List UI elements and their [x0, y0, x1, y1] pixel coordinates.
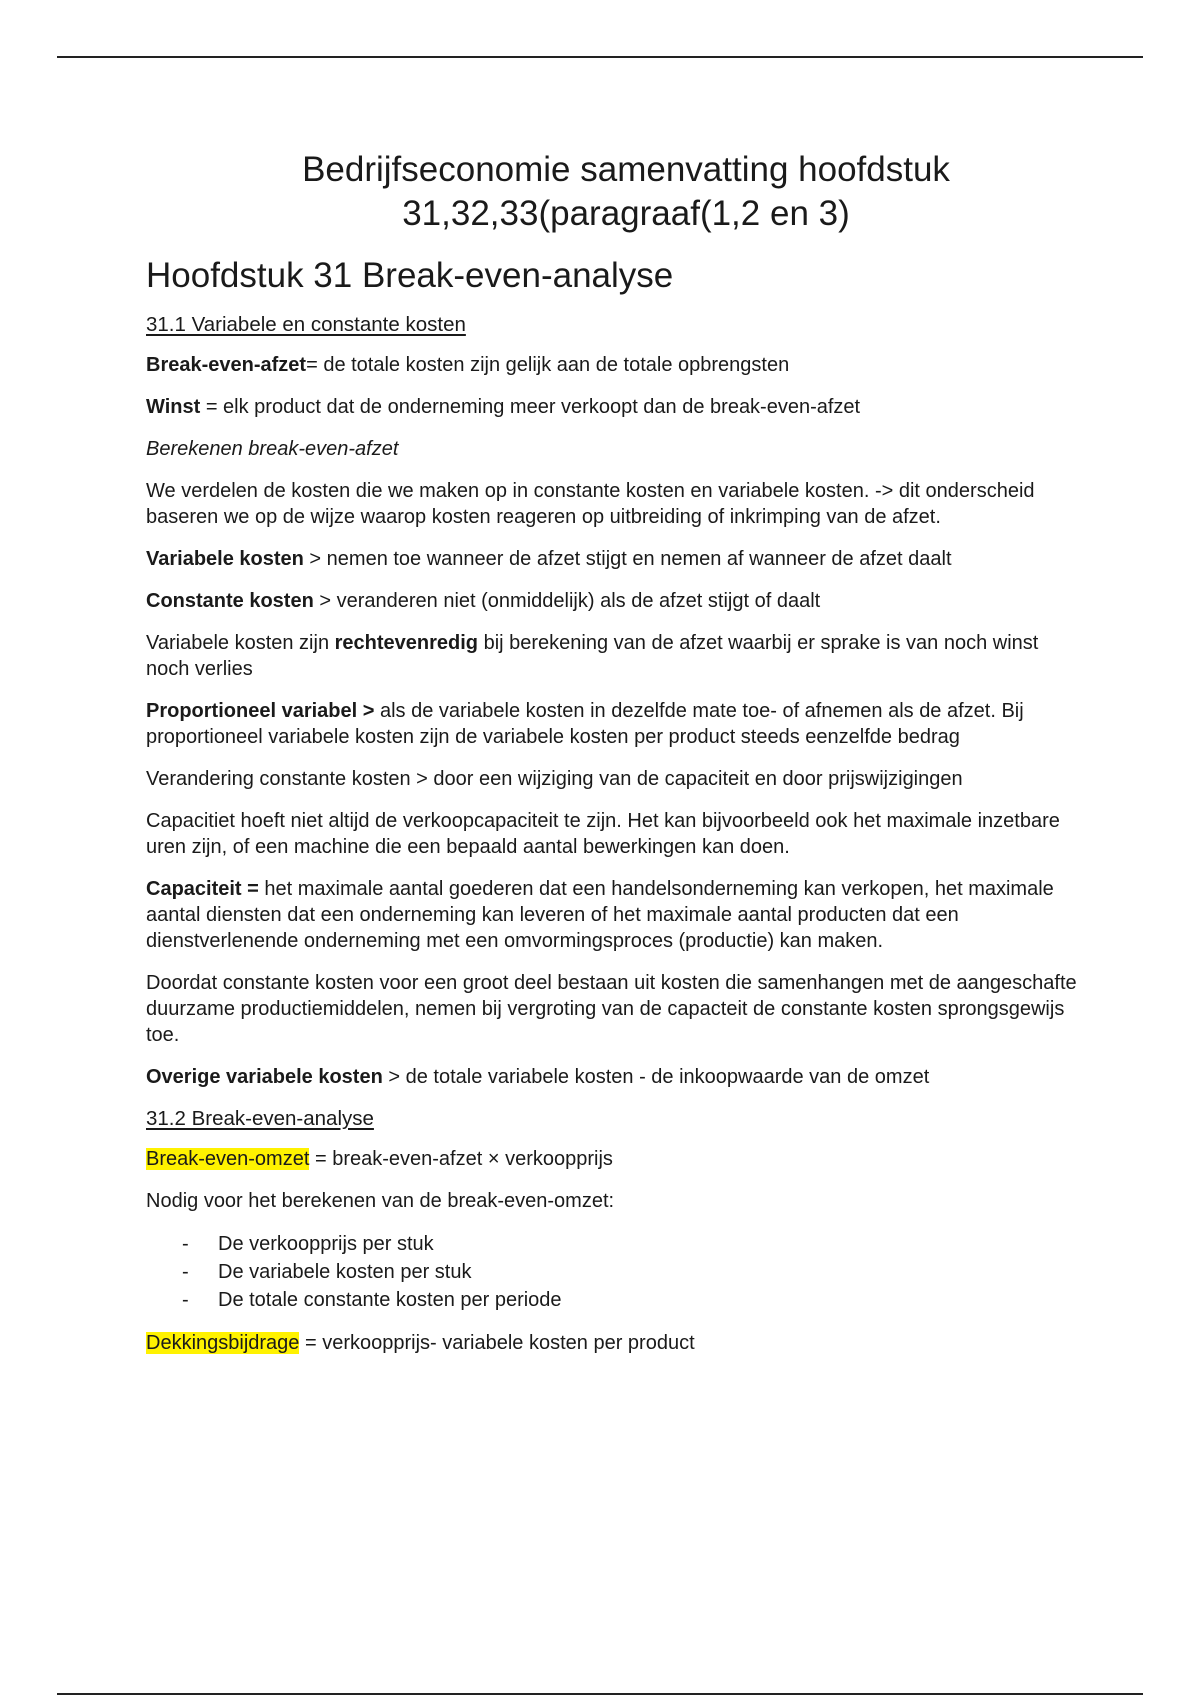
highlighted-term: Break-even-omzet [146, 1148, 310, 1170]
list-item: - De totale constante kosten per periode [146, 1286, 1086, 1314]
term: Constante kosten [146, 590, 314, 612]
highlighted-term: Dekkingsbijdrage [146, 1332, 300, 1354]
section-heading-31-2: 31.2 Break-even-analyse [146, 1107, 374, 1130]
term: Overige variabele kosten [146, 1066, 383, 1088]
definition-winst: Winst = elk product dat de onderneming meer verkoopt dan de break-even-afzet [146, 396, 861, 418]
definition-overige-variabele-kosten: Overige variabele kosten > de totale variabele kosten - de inkoopwaarde van de omzet [146, 1066, 930, 1088]
paragraph-sprongsgewijs: Doordat constante kosten voor een groot deel bestaan uit kosten die samenhangen met de aangeschafte duurzame productiemiddelen, nemen bij vergroting van de capacteit de constante kosten sprongsgewijs toe. [146, 972, 1077, 1046]
paragraph-kosten-verdeling: We verdelen de kosten die we maken op in constante kosten en variabele kosten. -> dit onderscheid baseren we op de wijze waarop kosten reageren op uitbreiding of inkrimping van de afzet. [146, 480, 1035, 528]
term: Capaciteit = [146, 878, 259, 900]
list-item: - De variabele kosten per stuk [146, 1258, 1086, 1286]
definition-capaciteit: Capaciteit = het maximale aantal goederen dat een handelsonderneming kan verkopen, het maximale aantal diensten dat een onderneming kan leveren of het maximale aantal producten dat een dienstverlenende onderneming met een omvormingsproces (productie) kan maken. [146, 878, 1054, 952]
term: Break-even-afzet [146, 354, 307, 376]
term: Winst [146, 396, 201, 418]
definition-variabele-kosten: Variabele kosten > nemen toe wanneer de afzet stijgt en nemen af wanneer de afzet daalt [146, 548, 952, 570]
list-item: - De verkoopprijs per stuk [146, 1230, 1086, 1258]
title-line-2: 31,32,33(paragraaf(1,2 en 3) [402, 194, 850, 233]
term: rechtevenredig [334, 632, 479, 654]
definition-break-even-omzet: Break-even-omzet = break-even-afzet × verkoopprijs [146, 1148, 613, 1170]
paragraph-capaciteit-uitleg: Capacitiet hoeft niet altijd de verkoopcapaciteit te zijn. Het kan bijvoorbeeld ook het maximale inzetbare uren zijn, of een machine die een bepaald aantal bewerkingen kan doen. [146, 810, 1060, 858]
definition-break-even-afzet: Break-even-afzet= de totale kosten zijn gelijk aan de totale opbrengsten [146, 354, 790, 376]
chapter-heading: Hoofdstuk 31 Break-even-analyse [146, 256, 674, 295]
document-title [166, 148, 1086, 236]
term: Variabele kosten [146, 548, 304, 570]
title-line-1: Bedrijfseconomie samenvatting hoofdstuk [302, 150, 950, 189]
definition-dekkingsbijdrage: Dekkingsbijdrage = verkoopprijs- variabele kosten per product [146, 1332, 695, 1354]
subheading-berekenen: Berekenen break-even-afzet [146, 438, 399, 460]
paragraph-verandering-constante-kosten: Verandering constante kosten > door een wijziging van de capaciteit en door prijswijzigingen [146, 768, 963, 790]
section-heading-31-1: 31.1 Variabele en constante kosten [146, 313, 466, 336]
paragraph-rechtevenredig: Variabele kosten zijn rechtevenredig bij berekening van de afzet waarbij er sprake is van noch winst noch verlies [146, 632, 1039, 680]
top-rule [57, 56, 1143, 58]
requirements-list [146, 1230, 1086, 1314]
definition-proportioneel-variabel: Proportioneel variabel > als de variabele kosten in dezelfde mate toe- of afnemen als de afzet. Bij proportioneel variabele kosten zijn de variabele kosten per product steeds eenzelfde bedrag [146, 700, 1024, 748]
document-page [146, 140, 1086, 1372]
term: Proportioneel variabel > [146, 700, 375, 722]
bottom-rule [57, 1693, 1143, 1695]
paragraph-nodig-voor: Nodig voor het berekenen van de break-even-omzet: [146, 1190, 615, 1212]
definition-constante-kosten: Constante kosten > veranderen niet (onmiddelijk) als de afzet stijgt of daalt [146, 590, 821, 612]
